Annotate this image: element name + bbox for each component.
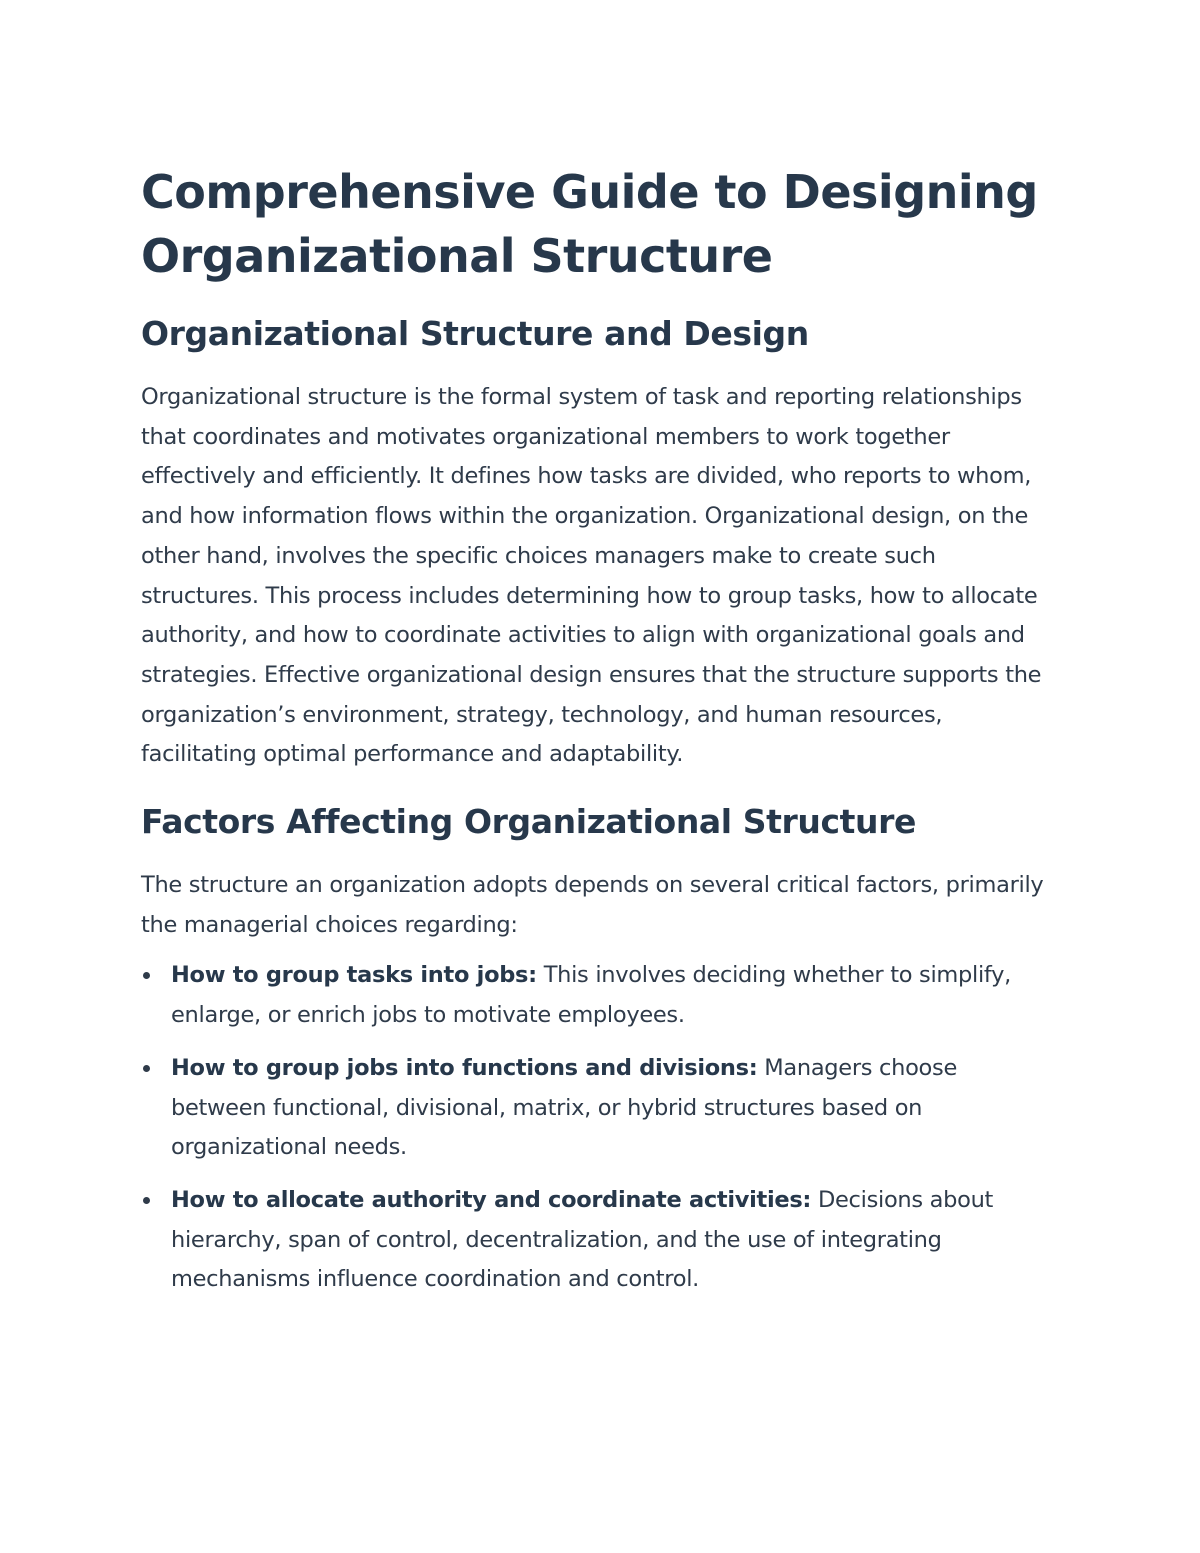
list-item-text: Managers choose between functional, divisional, matrix, or hybrid structures based on organizational needs. (171, 1054, 957, 1161)
section-heading-factors: Factors Affecting Organizational Structure (141, 802, 916, 842)
list-item (141, 1049, 1056, 1168)
list-item (141, 1181, 1056, 1300)
list-item-text: This involves deciding whether to simplify, enlarge, or enrich jobs to motivate employees. (171, 962, 1012, 1029)
factors-list (141, 956, 1056, 1300)
list-item (141, 956, 1056, 1035)
section-heading-structure-and-design: Organizational Structure and Design (141, 314, 809, 353)
list-item-term: How to allocate authority and coordinate activities: (171, 1186, 812, 1213)
bullet-icon (143, 972, 150, 979)
list-item-term: How to group jobs into functions and divisions: (171, 1054, 758, 1081)
document-title: Comprehensive Guide to Designing Organizational Structure (141, 165, 1038, 283)
document-page (141, 160, 1056, 1313)
list-item-text: Decisions about hierarchy, span of control, decentralization, and the use of integrating mechanisms influence coordination and control. (171, 1186, 994, 1293)
list-item-term: How to group tasks into jobs: (171, 962, 537, 989)
section-paragraph-structure-and-design: Organizational structure is the formal system of task and reporting relationships that coordinates and motivates organizational members to work together effectively and efficiently. It defines how tasks are divided, who reports to whom, and how information flows within the organization. Organizational design, on the other hand, involves the specific choices managers make to create such structures. This process includes determining how to group tasks, how to allocate authority, and how to coordinate activities to align with organizational goals and strategies. Effective organizational design ensures that the structure supports the organization’s environment, strategy, technology, and human resources, facilitating optimal performance and adaptability. (141, 384, 1042, 768)
section-paragraph-factors: The structure an organization adopts depends on several critical factors, primarily the managerial choices regarding: (141, 872, 1044, 938)
bullet-icon (143, 1065, 150, 1072)
bullet-icon (143, 1197, 150, 1204)
